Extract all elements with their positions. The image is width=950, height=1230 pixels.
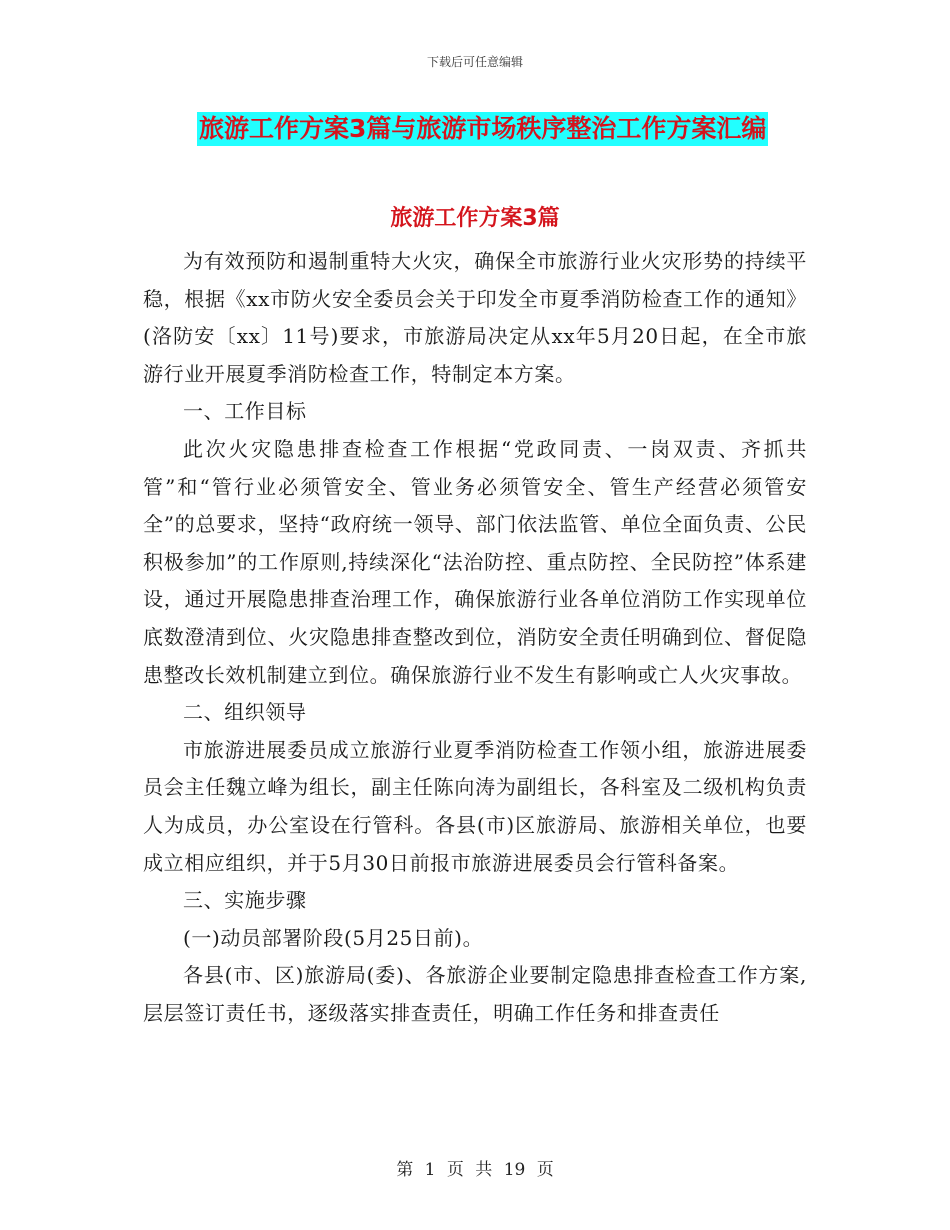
heading-organization: 二、组织领导: [183, 700, 307, 725]
document-body: [143, 243, 807, 1032]
section-title: 旅游工作方案3篇: [390, 206, 560, 231]
heading-implementation-steps: 三、实施步骤: [183, 888, 307, 913]
page-indicator: 第 1 页 共 19 页: [396, 1160, 554, 1180]
paragraph-intro: 为有效预防和遏制重特大火灾，确保全市旅游行业火灾形势的持续平稳，根据《xx市防火安全委员会关于印发全市夏季消防检查工作的通知》(洛防安〔xx〕11号)要求，市旅游局决定从xx年5月20日起，在全市旅游行业开展夏季消防检查工作，特制定本方案。: [143, 249, 807, 386]
subheading-mobilization: (一)动员部署阶段(5月25日前)。: [183, 925, 484, 950]
header-note: 下载后可任意编辑: [426, 55, 523, 69]
paragraph-organization: 市旅游进展委员成立旅游行业夏季消防检查工作领小组，旅游进展委员会主任魏立峰为组长，副主任陈向涛为副组长，各科室及二级机构负责人为成员，办公室设在行管科。各县(市)区旅游局、旅游相关单位，也要成立相应组织，并于5月30日前报市旅游进展委员会行管科备案。: [143, 737, 807, 875]
document-main-title: 旅游工作方案3篇与旅游市场秩序整治工作方案汇编: [197, 112, 768, 146]
paragraph-mobilization: 各县(市、区)旅游局(委)、各旅游企业要制定隐患排查检查工作方案,层层签订责任书，逐级落实排查责任，明确工作任务和排查责任: [143, 963, 807, 1025]
heading-work-goals: 一、工作目标: [183, 399, 307, 424]
paragraph-work-goals: 此次火灾隐患排查检查工作根据“党政同责、一岗双责、齐抓共管”和“管行业必须管安全、管业务必须管安全、管生产经营必须管安全”的总要求，坚持“政府统一领导、部门依法监管、单位全面负责、公民积极参加”的工作原则,持续深化“法治防控、重点防控、全民防控”体系建设，通过开展隐患排查治理工作，确保旅游行业各单位消防工作实现单位底数澄清到位、火灾隐患排查整改到位，消防安全责任明确到位、督促隐患整改长效机制建立到位。确保旅游行业不发生有影响或亡人火灾事故。: [143, 436, 807, 687]
